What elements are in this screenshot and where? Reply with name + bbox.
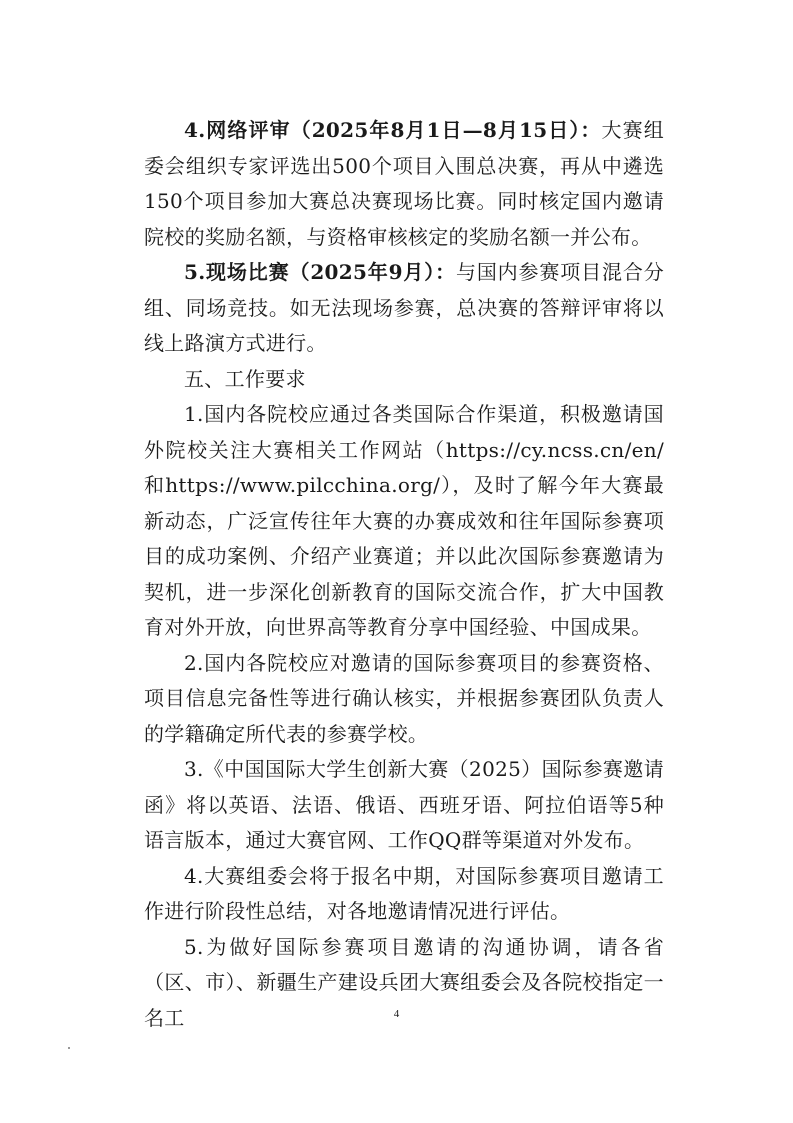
paragraph-lead-online-review: 4.网络评审（2025年8月1日—8月15日）：	[184, 118, 602, 142]
page-number: 4	[393, 1008, 400, 1020]
section-heading: 五、工作要求	[184, 366, 306, 391]
requirement-item-5: 5.为做好国际参赛项目邀请的沟通协调，请各省（区、市）、新疆生产建设兵团大赛组委会及各院校指定一名工	[144, 934, 664, 1030]
requirement-item-3: 3.《中国国际大学生创新大赛（2025）国际参赛邀请函》将以英语、法语、俄语、西班牙语、阿拉伯语等5种语言版本，通过大赛官网、工作QQ群等渠道对外发布。	[144, 757, 664, 852]
requirement-item-2: 2.国内各院校应对邀请的国际参赛项目的参赛资格、项目信息完备性等进行确认核实，并根据参赛团队负责人的学籍确定所代表的参赛学校。	[144, 650, 664, 746]
paragraph-text-onsite-competition: 与国内参赛项目混合分组、同场竞技。如无法现场参赛，总决赛的答辩评审将以线上路演方式进行。	[144, 260, 664, 355]
requirement-item-1: 1.国内各院校应通过各类国际合作渠道，积极邀请国外院校关注大赛相关工作网站（https://cy.ncss.cn/en/和https://www.pilcchina.org/），及时了解今年大赛最新动态，广泛宣传往年大赛的办赛成效和往年国际参赛项目的成功案例、介绍产业赛道；并以此次国际参赛邀请为契机，进一步深化创新教育的国际交流合作，扩大中国教育对外开放，向世界高等教育分享中国经验、中国成果。	[144, 402, 664, 639]
paragraph-text-online-review: 大赛组委会组织专家评选出500个项目入围总决赛，再从中遴选150个项目参加大赛总决赛现场比赛。同时核定国内邀请院校的奖励名额，与资格审核核定的奖励名额一并公布。	[144, 118, 664, 249]
page-body	[144, 113, 664, 1036]
requirement-item-4: 4.大赛组委会将于报名中期，对国际参赛项目邀请工作进行阶段性总结，对各地邀请情况进行评估。	[144, 863, 664, 923]
scan-artifact-dot	[68, 1047, 70, 1049]
paragraph-lead-onsite-competition: 5.现场比赛（2025年9月）：	[184, 260, 456, 284]
paragraph-online-review	[144, 113, 664, 255]
paragraph-onsite-competition	[144, 255, 664, 362]
